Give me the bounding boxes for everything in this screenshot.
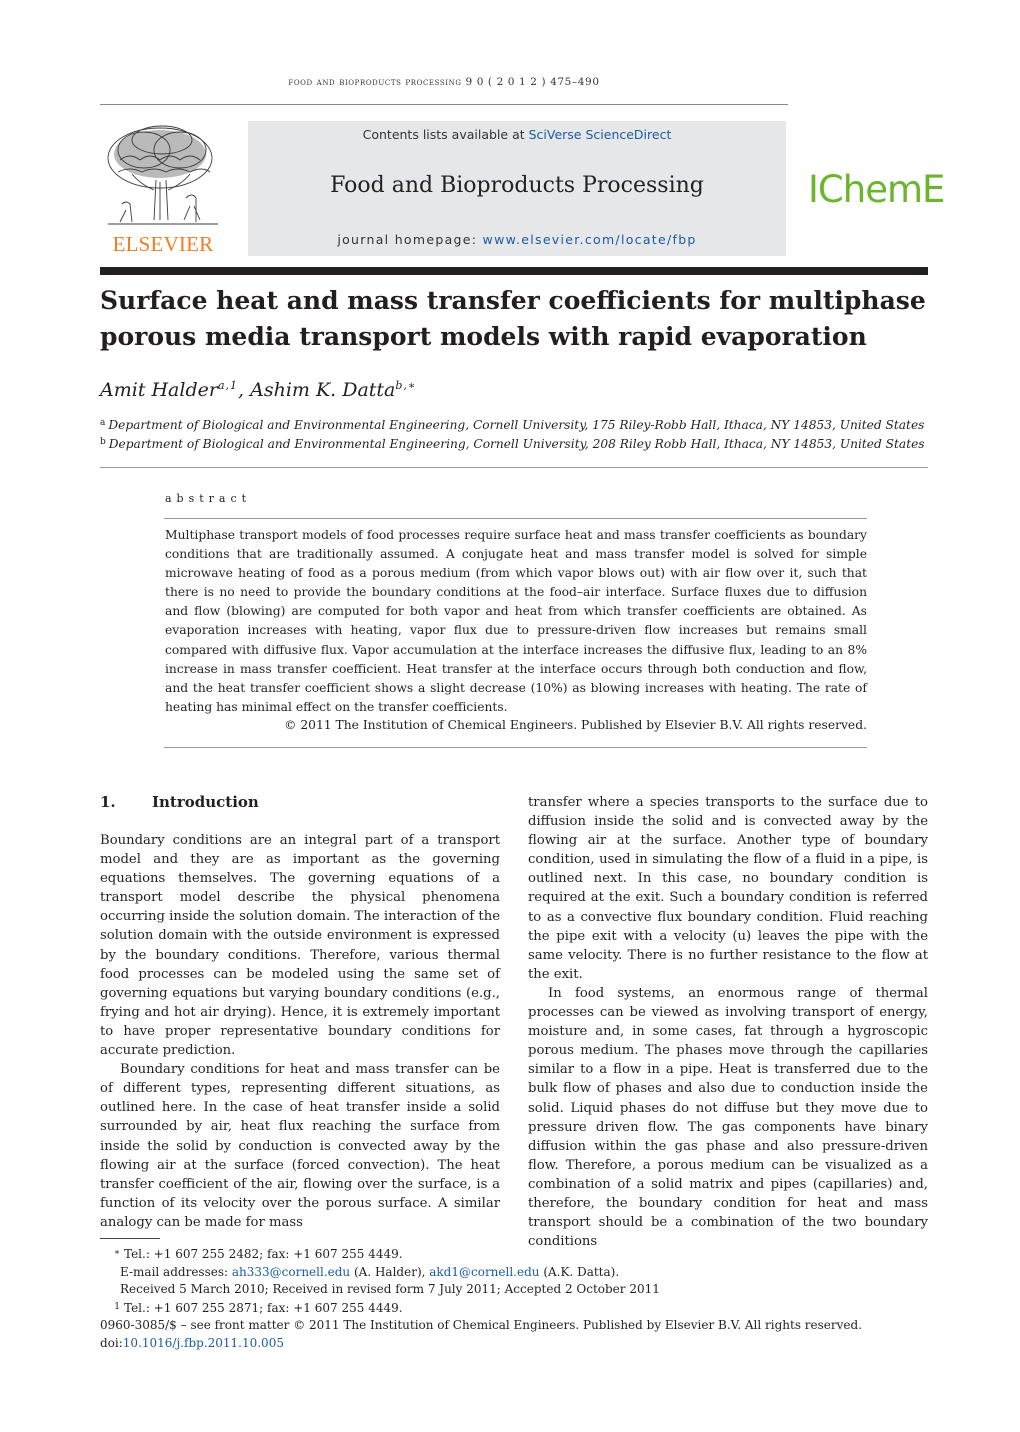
- abstract-copyright: © 2011 The Institution of Chemical Engineers. Published by Elsevier B.V. All rights reserved.: [284, 718, 867, 732]
- abstract-rule-top: [164, 518, 867, 519]
- contents-prefix: Contents lists available at: [362, 127, 529, 142]
- doi-prefix: doi:: [100, 1335, 123, 1350]
- elsevier-logo: [100, 120, 226, 260]
- icheme-logo: IChemE: [808, 168, 945, 211]
- abstract-rule-bottom: [164, 747, 867, 748]
- author-name: Ashim K. Datta: [250, 379, 396, 401]
- email-link[interactable]: ah333@cornell.edu: [231, 1264, 351, 1279]
- elsevier-wordmark: ELSEVIER: [112, 232, 214, 256]
- footnote-text: Tel.: +1 607 255 2482; fax: +1 607 255 4449.: [124, 1247, 403, 1261]
- doi-line: [100, 1335, 930, 1353]
- abstract-heading: abstract: [165, 492, 252, 505]
- title-rule: [100, 267, 928, 275]
- affiliation-mark: b: [100, 437, 106, 447]
- section-title: Introduction: [152, 793, 259, 811]
- affiliation: [100, 418, 924, 432]
- contents-line: [248, 127, 786, 142]
- divider: [100, 467, 928, 468]
- issn-line: 0960-3085/$ – see front matter © 2011 The Institution of Chemical Engineers. Published by Elsevier B.V. All rights reserved.: [100, 1318, 863, 1332]
- affiliation-text: Department of Biological and Environmental Engineering, Cornell University, 175 Riley-Robb Hall, Ithaca, NY 14853, United States: [108, 418, 925, 432]
- footnotes: [100, 1245, 930, 1352]
- homepage-prefix: journal homepage:: [337, 232, 483, 247]
- journal-title: Food and Bioproducts Processing: [330, 173, 704, 198]
- footnote-rule: [100, 1238, 160, 1239]
- elsevier-tree-icon: [100, 120, 226, 230]
- body-paragraph: Boundary conditions are an integral part of a transport model and they are as important as the governing equations themselves. The governing equations of a transport model describe the physical phenomena occurring inside the solution domain. The interaction of the solution domain with the outside environment is expressed by the boundary conditions. Therefore, various thermal food processes can be modeled using the same set of governing equations but varying boundary conditions (e.g., frying and hot air drying). Hence, it is extremely important to have proper representative boundary conditions for accurate prediction.: [100, 833, 500, 1059]
- email-label: E-mail addresses:: [120, 1264, 232, 1279]
- section-number: 1.: [100, 793, 116, 811]
- body-paragraph: Boundary conditions for heat and mass transfer can be of different types, representing different situations, as outlined here. In the case of heat transfer inside a solid surrounded by air, heat flux reaching the surface from inside the solid by conduction is convected away by the flowing air at the surface (forced convection). The heat transfer coefficient of the air, flowing over the surface, is a function of its velocity over the porous surface. A similar analogy can be made for mass: [100, 1062, 500, 1230]
- author-name: Amit Halder: [100, 379, 218, 401]
- article-title: Surface heat and mass transfer coefficients for multiphase porous media transport models with rapid evaporation: [100, 286, 926, 351]
- footnote-received: Received 5 March 2010; Received in revised form 7 July 2011; Accepted 2 October 2011: [120, 1282, 660, 1296]
- footnote-text: Tel.: +1 607 255 2871; fax: +1 607 255 4449.: [124, 1300, 403, 1315]
- affiliation-text: Department of Biological and Environmental Engineering, Cornell University, 208 Riley Robb Hall, Ithaca, NY 14853, United States: [108, 437, 925, 451]
- homepage-link[interactable]: www.elsevier.com/locate/fbp: [482, 232, 697, 247]
- footnote-1: [100, 1299, 930, 1318]
- affiliation-mark: a: [100, 418, 106, 428]
- running-head: food and bioproducts processing 9 0 ( 2 0 1 2 ) 475–490: [288, 76, 600, 88]
- author-affil-mark: b,∗: [395, 379, 417, 392]
- email-link[interactable]: akd1@cornell.edu: [429, 1264, 540, 1279]
- sciencedirect-link[interactable]: SciVerse ScienceDirect: [528, 127, 672, 142]
- author-affil-mark: a,1: [217, 379, 239, 392]
- body-column-right: [528, 793, 928, 1251]
- footnote-mark: 1: [114, 1301, 120, 1312]
- journal-homepage: [248, 232, 786, 247]
- body-paragraph: transfer where a species transports to the surface due to diffusion inside the solid and is convected away by the flowing air at the surface. Another type of boundary condition, used in simulating the flow of a fluid in a pipe, is outlined next. In this case, no boundary condition is required at the exit. Such a boundary condition is referred to as a convective flux boundary condition. Fluid reaching the pipe exit with a velocity (u) leaves the pipe with the same velocity. There is no further resistance to the flow at the exit.: [528, 795, 928, 982]
- journal-banner: [248, 121, 786, 256]
- email-owner: (A.K. Datta).: [539, 1264, 620, 1279]
- section-heading: [100, 793, 500, 811]
- author-list: Amit Halder$^{a,1}$, Ashim K. Datta$^{b,∗}$: [100, 379, 417, 401]
- footnote-emails: [100, 1264, 930, 1282]
- body-column-left: [100, 831, 500, 1232]
- affiliation: [100, 437, 925, 451]
- doi-link[interactable]: 10.1016/j.fbp.2011.10.005: [122, 1335, 284, 1350]
- header-rule: [100, 104, 788, 105]
- footnote-mark: ∗: [113, 1248, 120, 1258]
- email-owner: (A. Halder),: [350, 1264, 430, 1279]
- body-paragraph: In food systems, an enormous range of thermal processes can be viewed as involving transport of energy, moisture and, in some cases, fat through a hygroscopic porous medium. The phases move through the capillaries similar to a flow in a pipe. Heat is transferred due to the bulk flow of phases and also due to conduction inside the solid. Liquid phases do not diffuse but they move due to pressure driven flow. The gas components have binary diffusion within the gas phase and also pressure-driven flow. Therefore, a porous medium can be visualized as a combination of a solid matrix and pipes (capillaries) and, therefore, the boundary condition for heat and mass transport should be a combination of the two boundary conditions: [528, 985, 928, 1250]
- abstract-text: Multiphase transport models of food processes require surface heat and mass transfer coefficients as boundary conditions that are traditionally assumed. A conjugate heat and mass transfer model is solved for simple microwave heating of food as a porous medium (from which vapor blows out) with air flow over it, such that there is no need to provide the boundary conditions at the food–air interface. Surface fluxes due to diffusion and flow (blowing) are computed for both vapor and heat from which transfer coefficients are obtained. As evaporation increases with heating, vapor flux due to pressure-driven flow increases but remains small compared with diffusive flux. Vapor accumulation at the interface increases the diffusive flux, leading to an 8% increase in mass transfer coefficient. Heat transfer at the interface occurs through both conduction and flow, and the heat transfer coefficient shows a slight decrease (10%) as blowing increases with heating. The rate of heating has minimal effect on the transfer coefficients.: [165, 528, 867, 714]
- footnote-corresponding: [100, 1245, 930, 1264]
